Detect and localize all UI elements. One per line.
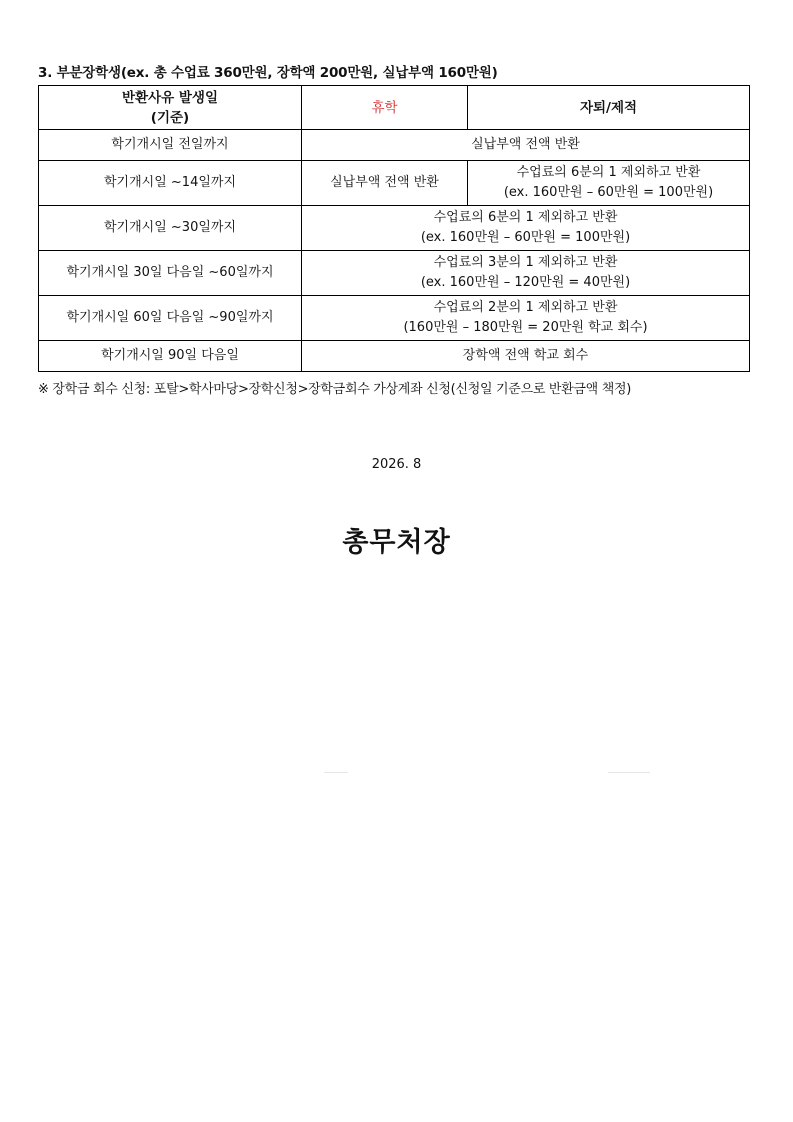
signer-title: 총무처장 (342, 527, 451, 558)
table-row (39, 296, 750, 341)
refund-table (38, 85, 750, 372)
table-row (39, 206, 750, 251)
table-row (39, 341, 750, 372)
table-header-row (39, 86, 750, 130)
table-row (39, 251, 750, 296)
row-period: 학기개시일 ~30일까지 (39, 206, 302, 251)
row-withdraw-rule: 수업료의 6분의 1 제외하고 반환 (ex. 160만원 – 60만원 = 100만원) (468, 161, 750, 206)
table-row (39, 130, 750, 161)
section-title: 3. 부분장학생(ex. 총 수업료 360만원, 장학액 200만원, 실납부액 160만원) (38, 65, 498, 81)
row-leave-rule: 실납부액 전액 반환 (302, 161, 468, 206)
row-period: 학기개시일 60일 다음일 ~90일까지 (39, 296, 302, 341)
header-withdrawal: 자퇴/제적 (468, 86, 750, 130)
row-refund-rule: 실납부액 전액 반환 (302, 130, 750, 161)
table-row (39, 161, 750, 206)
footnote: ※ 장학금 회수 신청: 포탈>학사마당>장학신청>장학금회수 가상계좌 신청(신청일 기준으로 반환금액 책정) (38, 382, 632, 397)
faint-mark (608, 772, 650, 773)
row-period: 학기개시일 전일까지 (39, 130, 302, 161)
row-refund-rule: 수업료의 3분의 1 제외하고 반환 (ex. 160만원 – 120만원 = 40만원) (302, 251, 750, 296)
row-refund-rule: 수업료의 6분의 1 제외하고 반환 (ex. 160만원 – 60만원 = 100만원) (302, 206, 750, 251)
row-period: 학기개시일 90일 다음일 (39, 341, 302, 372)
document-date: 2026. 8 (371, 457, 422, 472)
header-refund-date: 반환사유 발생일 (기준) (39, 86, 302, 130)
row-refund-rule: 장학액 전액 학교 회수 (302, 341, 750, 372)
faint-mark (324, 772, 348, 773)
row-refund-rule: 수업료의 2분의 1 제외하고 반환 (160만원 – 180만원 = 20만원 학교 회수) (302, 296, 750, 341)
row-period: 학기개시일 ~14일까지 (39, 161, 302, 206)
row-period: 학기개시일 30일 다음일 ~60일까지 (39, 251, 302, 296)
header-leave-of-absence: 휴학 (302, 86, 468, 130)
